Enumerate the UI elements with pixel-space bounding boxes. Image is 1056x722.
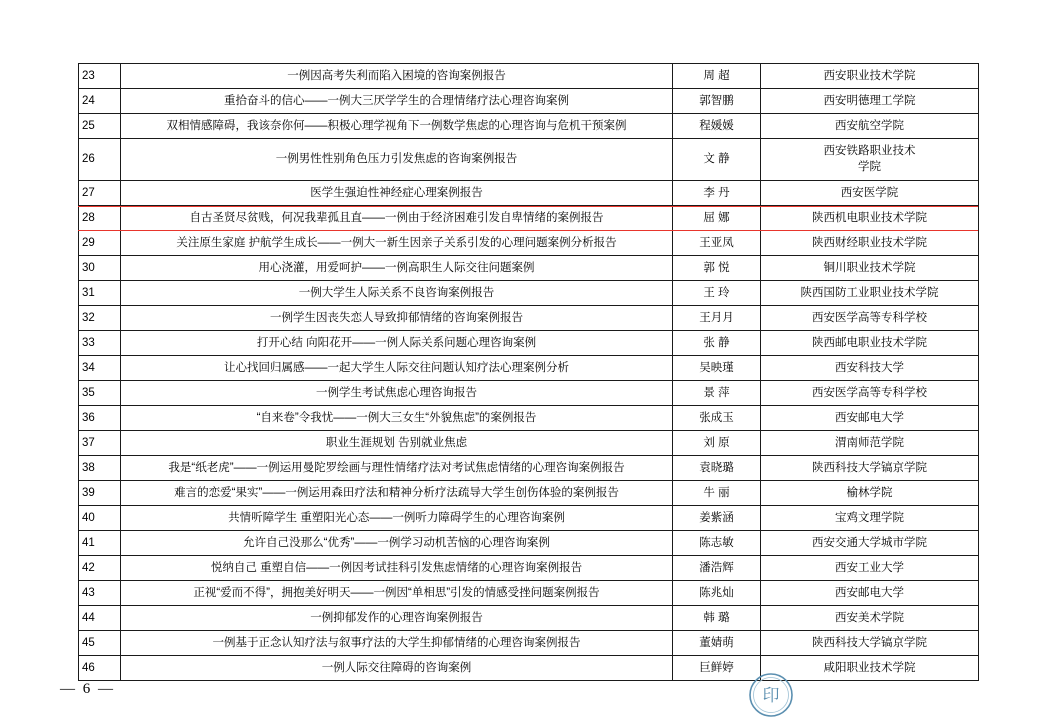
row-number: 32 <box>79 306 121 331</box>
case-author: 刘 原 <box>673 431 761 456</box>
case-organization: 西安职业技术学院 <box>761 64 979 89</box>
case-title: 关注原生家庭 护航学生成长——一例大一新生因亲子关系引发的心理问题案例分析报告 <box>121 231 673 256</box>
table-row <box>79 331 979 356</box>
table-row <box>79 431 979 456</box>
case-title: 共情听障学生 重塑阳光心态——一例听力障碍学生的心理咨询案例 <box>121 506 673 531</box>
table-row <box>79 481 979 506</box>
case-author: 屈 娜 <box>673 206 761 231</box>
case-author: 陈志敏 <box>673 531 761 556</box>
case-title: 一例大学生人际关系不良咨询案例报告 <box>121 281 673 306</box>
case-author: 牛 丽 <box>673 481 761 506</box>
row-number: 26 <box>79 139 121 181</box>
table-row <box>79 631 979 656</box>
row-number: 25 <box>79 114 121 139</box>
row-number: 34 <box>79 356 121 381</box>
case-organization: 西安医学高等专科学校 <box>761 306 979 331</box>
case-author: 袁晓璐 <box>673 456 761 481</box>
table-row <box>79 381 979 406</box>
row-number: 23 <box>79 64 121 89</box>
table-row <box>79 206 979 231</box>
page-number: — 6 — <box>60 681 115 697</box>
organization-line-1: 西安铁路职业技术 <box>823 144 916 157</box>
case-author: 韩 璐 <box>673 606 761 631</box>
case-organization: 西安美术学院 <box>761 606 979 631</box>
case-organization: 咸阳职业技术学院 <box>761 656 979 681</box>
case-title: 一例学生考试焦虑心理咨询报告 <box>121 381 673 406</box>
table-row <box>79 306 979 331</box>
table-row <box>79 456 979 481</box>
case-organization: 榆林学院 <box>761 481 979 506</box>
case-title: 正视“爱而不得”，拥抱美好明天——一例因“单相思”引发的情感受挫问题案例报告 <box>121 581 673 606</box>
case-title: 一例男性性别角色压力引发焦虑的咨询案例报告 <box>121 139 673 181</box>
case-organization: 西安工业大学 <box>761 556 979 581</box>
row-number: 24 <box>79 89 121 114</box>
case-author: 张成玉 <box>673 406 761 431</box>
row-number: 28 <box>79 206 121 231</box>
row-number: 29 <box>79 231 121 256</box>
case-title: 自古圣贤尽贫贱，何况我辈孤且直——一例由于经济困难引发自卑情绪的案例报告 <box>121 206 673 231</box>
row-number: 40 <box>79 506 121 531</box>
case-title: 我是“纸老虎”——一例运用曼陀罗绘画与理性情绪疗法对考试焦虑情绪的心理咨询案例报告 <box>121 456 673 481</box>
case-author: 张 静 <box>673 331 761 356</box>
case-author: 程媛媛 <box>673 114 761 139</box>
case-author: 王月月 <box>673 306 761 331</box>
table-row <box>79 406 979 431</box>
case-author: 周 超 <box>673 64 761 89</box>
case-title: 医学生强迫性神经症心理案例报告 <box>121 181 673 206</box>
row-number: 27 <box>79 181 121 206</box>
row-number: 30 <box>79 256 121 281</box>
case-organization: 西安邮电大学 <box>761 406 979 431</box>
case-author: 董婧萌 <box>673 631 761 656</box>
case-organization: 陕西科技大学镐京学院 <box>761 631 979 656</box>
row-number: 35 <box>79 381 121 406</box>
case-organization: 宝鸡文理学院 <box>761 506 979 531</box>
table-row <box>79 64 979 89</box>
row-number: 36 <box>79 406 121 431</box>
case-title: 让心找回归属感——一起大学生人际交往问题认知疗法心理案例分析 <box>121 356 673 381</box>
table-row <box>79 556 979 581</box>
case-title: “自来卷”令我忧——一例大三女生“外貌焦虑”的案例报告 <box>121 406 673 431</box>
case-author: 郭智鹏 <box>673 89 761 114</box>
case-organization: 陕西国防工业职业技术学院 <box>761 281 979 306</box>
row-number: 33 <box>79 331 121 356</box>
case-organization: 西安邮电大学 <box>761 581 979 606</box>
table-row <box>79 139 979 181</box>
case-title: 一例抑郁发作的心理咨询案例报告 <box>121 606 673 631</box>
highlight-line-top <box>78 206 978 207</box>
case-author: 李 丹 <box>673 181 761 206</box>
case-title: 双相情感障碍，我该奈你何——积极心理学视角下一例数学焦虑的心理咨询与危机干预案例 <box>121 114 673 139</box>
case-organization: 陕西科技大学镐京学院 <box>761 456 979 481</box>
case-title: 打开心结 向阳花开——一例人际关系问题心理咨询案例 <box>121 331 673 356</box>
row-number: 46 <box>79 656 121 681</box>
case-organization: 铜川职业技术学院 <box>761 256 979 281</box>
case-author: 吴映瑾 <box>673 356 761 381</box>
case-author: 王 玲 <box>673 281 761 306</box>
case-organization: 西安交通大学城市学院 <box>761 531 979 556</box>
case-title: 难言的恋爱“果实”——一例运用森田疗法和精神分析疗法疏导大学生创伤体验的案例报告 <box>121 481 673 506</box>
case-organization: 西安明德理工学院 <box>761 89 979 114</box>
case-author: 巨鲜婷 <box>673 656 761 681</box>
table-row <box>79 281 979 306</box>
table-row <box>79 181 979 206</box>
row-number: 45 <box>79 631 121 656</box>
case-title: 允许自己没那么“优秀”——一例学习动机苦恼的心理咨询案例 <box>121 531 673 556</box>
row-number: 44 <box>79 606 121 631</box>
table-row <box>79 89 979 114</box>
case-title: 一例因高考失利而陷入困境的咨询案例报告 <box>121 64 673 89</box>
case-listing-table <box>78 63 979 681</box>
table-row <box>79 256 979 281</box>
table-row <box>79 231 979 256</box>
case-organization <box>761 139 979 181</box>
table-row <box>79 356 979 381</box>
case-organization: 陕西机电职业技术学院 <box>761 206 979 231</box>
row-number: 38 <box>79 456 121 481</box>
case-organization: 渭南师范学院 <box>761 431 979 456</box>
case-title: 用心浇灌，用爱呵护——一例高职生人际交往问题案例 <box>121 256 673 281</box>
highlight-line-bottom <box>78 230 978 231</box>
case-organization: 陕西财经职业技术学院 <box>761 231 979 256</box>
case-organization: 西安医学院 <box>761 181 979 206</box>
svg-text:印: 印 <box>762 686 780 705</box>
case-title: 一例基于正念认知疗法与叙事疗法的大学生抑郁情绪的心理咨询案例报告 <box>121 631 673 656</box>
case-title: 一例人际交往障碍的咨询案例 <box>121 656 673 681</box>
case-title: 职业生涯规划 告别就业焦虑 <box>121 431 673 456</box>
case-author: 郭 悦 <box>673 256 761 281</box>
case-title: 悦纳自己 重塑自信——一例因考试挂科引发焦虑情绪的心理咨询案例报告 <box>121 556 673 581</box>
organization-line-2: 学院 <box>858 160 881 173</box>
row-number: 39 <box>79 481 121 506</box>
case-author: 陈兆灿 <box>673 581 761 606</box>
case-author: 景 萍 <box>673 381 761 406</box>
case-author: 王亚凤 <box>673 231 761 256</box>
table-row <box>79 506 979 531</box>
case-author: 文 静 <box>673 139 761 181</box>
table-row <box>79 581 979 606</box>
table-row <box>79 606 979 631</box>
case-organization: 西安医学高等专科学校 <box>761 381 979 406</box>
row-number: 31 <box>79 281 121 306</box>
case-organization: 西安航空学院 <box>761 114 979 139</box>
seal-stamp-icon <box>748 672 794 718</box>
row-number: 41 <box>79 531 121 556</box>
row-number: 42 <box>79 556 121 581</box>
table-row <box>79 531 979 556</box>
case-author: 潘浩辉 <box>673 556 761 581</box>
case-title: 重拾奋斗的信心——一例大三厌学学生的合理情绪疗法心理咨询案例 <box>121 89 673 114</box>
row-number: 37 <box>79 431 121 456</box>
table-row <box>79 114 979 139</box>
case-organization: 西安科技大学 <box>761 356 979 381</box>
row-number: 43 <box>79 581 121 606</box>
case-organization: 陕西邮电职业技术学院 <box>761 331 979 356</box>
table-row <box>79 656 979 681</box>
case-author: 姜紫涵 <box>673 506 761 531</box>
case-title: 一例学生因丧失恋人导致抑郁情绪的咨询案例报告 <box>121 306 673 331</box>
